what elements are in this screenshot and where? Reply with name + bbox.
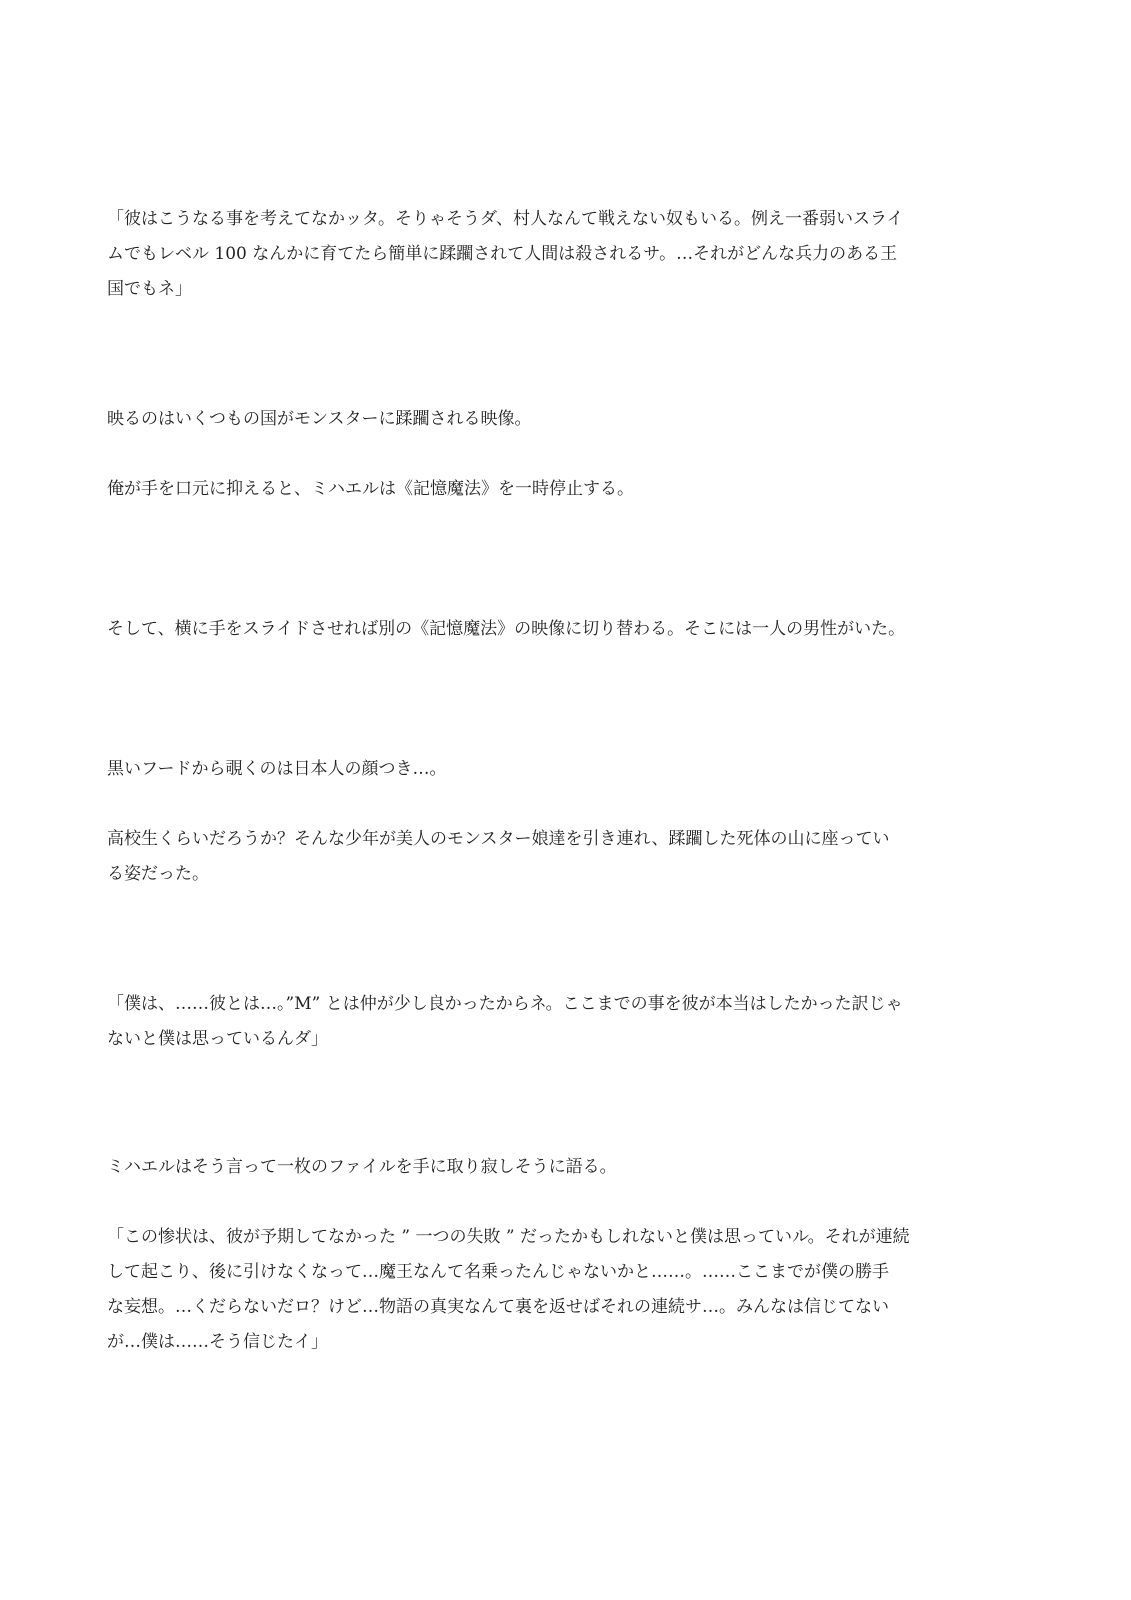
paragraph-narration-1 — [107, 402, 1027, 437]
text-line: ムでもレベル 100 なんかに育てたら簡単に蹂躙されて人間は殺されるサ。…それがどんな兵力のある王 — [107, 244, 898, 264]
text-line: 「僕は、……彼とは…。”M” とは仲が少し良かったからネ。ここまでの事を彼が本当はしたかった訳じゃ — [107, 994, 903, 1014]
paragraph-narration-3 — [107, 612, 1027, 647]
paragraph-narration-4 — [107, 752, 1027, 787]
text-line: 黒いフードから覗くのは日本人の顔つき…。 — [107, 759, 447, 779]
text-line: 「この惨状は、彼が予期してなかった ” 一つの失敗 ” だったかもしれないと僕は思っていル。それが連続 — [107, 1227, 910, 1247]
paragraph-narration-2 — [107, 472, 1027, 507]
paragraph-dialogue-1 — [107, 202, 1027, 307]
text-line: が…僕は……そう信じたイ」 — [107, 1332, 328, 1352]
text-line: して起こり、後に引けなくなって…魔王なんて名乗ったんじゃないかと……。……ここまでが僕の勝手 — [107, 1262, 889, 1282]
text-line: 「彼はこうなる事を考えてなかッタ。そりゃそうダ、村人なんて戦えない奴もいる。例え一番弱いスライ — [107, 209, 904, 229]
paragraph-dialogue-2 — [107, 987, 1027, 1057]
text-line: る姿だった。 — [107, 864, 209, 884]
paragraph-dialogue-3 — [107, 1220, 1027, 1360]
text-line: そして、横に手をスライドさせれば別の《記憶魔法》の映像に切り替わる。そこには一人の男性がいた。 — [107, 619, 906, 639]
text-line: 俺が手を口元に抑えると、ミハエルは《記憶魔法》を一時停止する。 — [107, 479, 634, 499]
text-line: 映るのはいくつもの国がモンスターに蹂躙される映像。 — [107, 409, 532, 429]
paragraph-narration-5 — [107, 822, 1027, 892]
text-line: 高校生くらいだろうか？そんな少年が美人のモンスター娘達を引き連れ、蹂躙した死体の山に座ってい — [107, 829, 890, 849]
text-line: 国でもネ」 — [107, 279, 192, 299]
paragraph-narration-6 — [107, 1150, 1027, 1185]
text-line: ないと僕は思っているんダ」 — [107, 1029, 328, 1049]
text-line: ミハエルはそう言って一枚のファイルを手に取り寂しそうに語る。 — [107, 1157, 617, 1177]
text-line: な妄想。…くだらないだロ？けど…物語の真実なんて裏を返せばそれの連続サ…。みんなは信じてない — [107, 1297, 889, 1317]
